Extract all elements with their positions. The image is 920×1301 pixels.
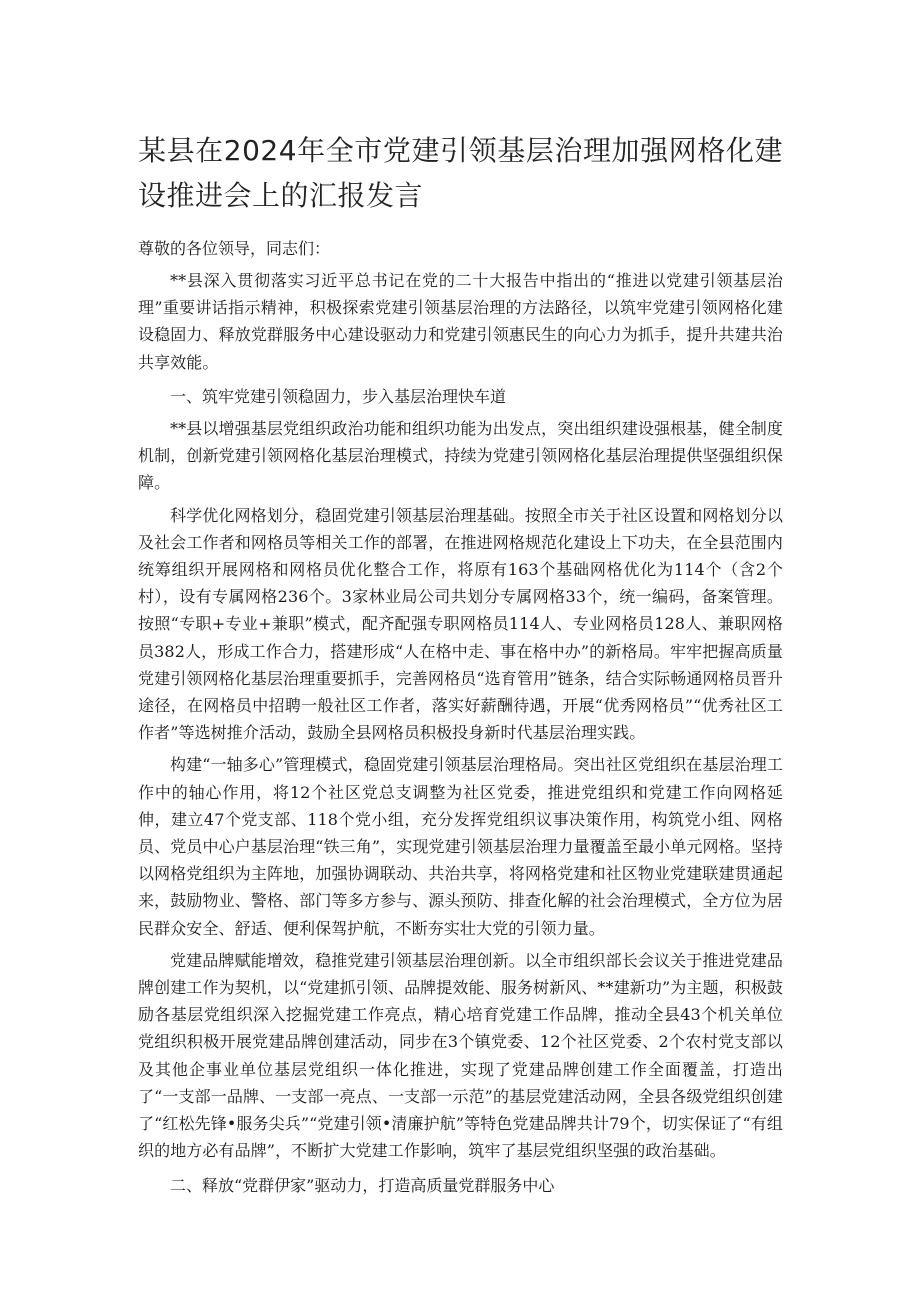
section-2-heading: 二、释放“党群伊家”驱动力，打造高质量党群服务中心 (170, 1175, 555, 1195)
section-1-heading: 一、筑牢党建引领稳固力，步入基层治理快车道 (170, 386, 507, 406)
party-brand-paragraph: 党建品牌赋能增效，稳推党建引领基层治理创新。以全市组织部长会议关于推进党建品牌创建工作为契机，以“党建抓引领、品牌提效能、服务树新风、**建新功”为主题，积极鼓励各基层党组织深入挖掘党建工作亮点，精心培育党建工作品牌，推动全县43个机关单位党组织积极开展党建品牌创建活动，同步在3个镇党委、12个社区党委、2个农村党支部以及其他企事业单位基层党组织一体化推进，实现了党建品牌创建工作全面覆盖，打造出了“一支部一品牌、一支部一亮点、一支部一示范”的基层党建活动网，全县各级党组织创建了“红松先锋•服务尖兵”“党建引领•清廉护航”等特色党建品牌共计79个，切实保证了“有组织的地方必有品牌”，不断扩大党建工作影响，筑牢了基层党组织坚强的政治基础。 (138, 950, 783, 1161)
grid-optimization-paragraph: 科学优化网格划分，稳固党建引领基层治理基础。按照全市关于社区设置和网格划分以及社会工作者和网格员等相关工作的部署，在推进网格规范化建设上下功夫，在全县范围内统筹组织开展网格和网格员优化整合工作，将原有163个基础网格优化为114个（含2个村），设有专属网格236个。3家林业局公司共划分专属网格33个，统一编码，备案管理。按照“专职+专业+兼职”模式，配齐配强专职网格员114人、专业网格员128人、兼职网格员382人，形成工作合力，搭建形成“人在格中走、事在格中办”的新格局。牢牢把握高质量党建引领网格化基层治理重要抓手，完善网格员“选育管用”链条，结合实际畅通网格员晋升途径，在网格员中招聘一般社区工作者，落实好薪酬待遇，开展“优秀网格员”“优秀社区工作者”等选树推介活动，鼓励全县网格员积极投身新时代基层治理实践。 (138, 505, 783, 743)
management-model-paragraph: 构建“一轴多心”管理模式，稳固党建引领基层治理格局。突出社区党组织在基层治理工作中的轴心作用，将12个社区党总支调整为社区党委，推进党组织和党建工作向网格延伸，建立47个党支部、118个党小组，充分发挥党组织议事决策作用，构筑党小组、网格员、党员中心户基层治理“铁三角”，实现党建引领基层治理力量覆盖至最小单元网格。坚持以网格党组织为主阵地，加强协调联动、共治共享，将网格党建和社区物业党建联建贯通起来，鼓励物业、警格、部门等多方参与、源头预防、排查化解的社会治理模式，全方位为居民群众安全、舒适、便利保驾护航，不断夯实壮大党的引领力量。 (138, 755, 783, 938)
section-1-intro-paragraph: **县以增强基层党组织政治功能和组织功能为出发点，突出组织建设强根基，健全制度机制，创新党建引领网格化基层治理模式，持续为党建引领网格化基层治理提供坚强组织保障。 (138, 419, 783, 493)
document-title: 某县在2024年全市党建引领基层治理加强网格化建设推进会上的汇报发言 (138, 134, 783, 212)
salutation: 尊敬的各位领导，同志们： (138, 239, 331, 258)
intro-paragraph: **县深入贯彻落实习近平总书记在党的二十大报告中指出的“推进以党建引领基层治理”重要讲话指示精神，积极探索党建引领基层治理的方法路径，以筑牢党建引领网格化建设稳固力、释放党群服务中心建设驱动力和党建引领惠民生的向心力为抓手，提升共建共治共享效能。 (138, 271, 783, 372)
document-page (138, 128, 783, 1199)
